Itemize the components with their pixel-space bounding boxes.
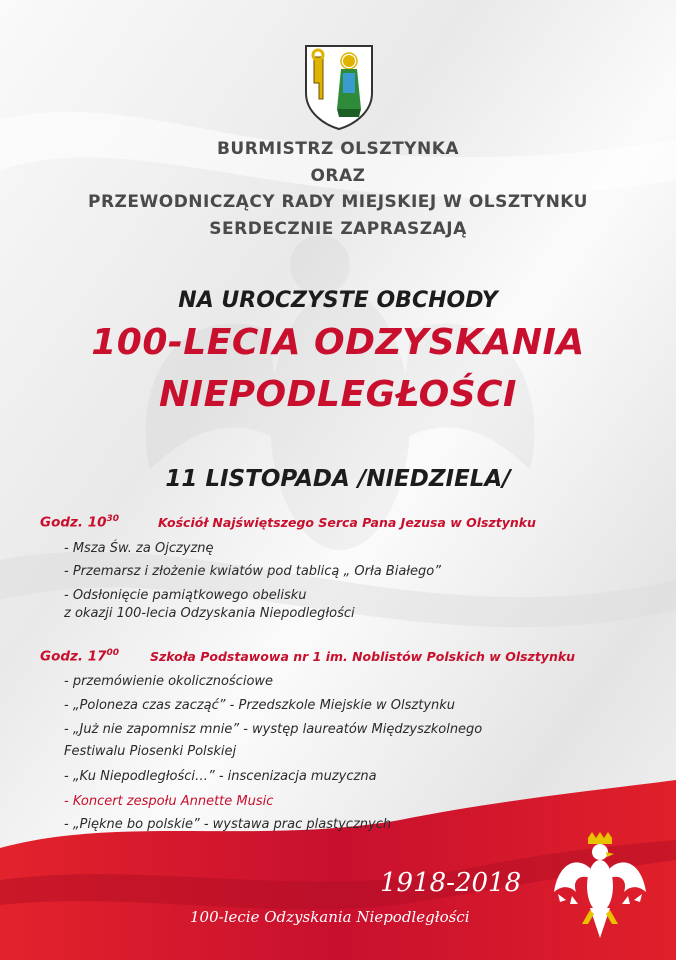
session-1-hour: Godz. 10 — [40, 514, 107, 531]
session-1-minutes: 30 — [106, 514, 120, 524]
invitation-line-invite: SERDECZNIE ZAPRASZAJĄ — [209, 219, 467, 239]
headline-main-line2: NIEPODLEGŁOŚCI — [159, 374, 517, 415]
session-2-item: Festiwalu Piosenki Polskiej — [64, 744, 237, 759]
session-2-minutes: 00 — [106, 648, 120, 658]
session-1-item: - Msza Św. za Ojczyznę — [64, 541, 214, 556]
session-1-item: z okazji 100-lecia Odzyskania Niepodległości — [64, 606, 355, 621]
session-1-venue: Kościół Najświętszego Serca Pana Jezusa w Olsztynku — [158, 515, 536, 530]
session-2-venue: Szkoła Podstawowa nr 1 im. Noblistów Polskich w Olsztynku — [150, 649, 576, 664]
session-1-item: - Odsłonięcie pamiątkowego obelisku — [64, 588, 307, 603]
event-date: 11 LISTOPADA /NIEDZIELA/ — [165, 466, 511, 492]
session-1-time — [40, 514, 119, 531]
session-1-item: - Przemarsz i złożenie kwiatów pod tablicą „ Orła Białego” — [64, 564, 441, 579]
headline-main-line1: 100-LECIA ODZYSKANIA — [91, 322, 585, 363]
invitation-line-and: ORAZ — [310, 166, 366, 186]
headline-occasion: NA UROCZYSTE OBCHODY — [178, 288, 498, 313]
session-2-item: - „Ku Niepodległości…” - inscenizacja muzyczna — [64, 769, 377, 784]
session-2-time — [40, 648, 119, 665]
session-2-item-concert: - Koncert zespołu Annette Music — [64, 794, 274, 809]
invitation-line-council-chair: PRZEWODNICZĄCY RADY MIEJSKIEJ W OLSZTYNKU — [88, 192, 588, 212]
session-2-item: - „Poloneza czas zacząć” - Przedszkole Miejskie w Olsztynku — [64, 698, 456, 713]
years-label: 1918-2018 — [380, 868, 522, 898]
white-eagle-icon — [550, 830, 650, 950]
coat-of-arms-icon — [303, 43, 375, 131]
session-2-item: - przemówienie okolicznościowe — [64, 674, 274, 689]
session-2-item: - „Piękne bo polskie” - wystawa prac plastycznych — [64, 817, 392, 832]
anniversary-subtitle: 100-lecie Odzyskania Niepodległości — [190, 908, 470, 926]
invitation-line-mayor: BURMISTRZ OLSZTYNKA — [216, 139, 460, 159]
session-2-item: - „Już nie zapomnisz mnie” - występ laureatów Międzyszkolnego — [64, 722, 483, 737]
session-2-hour: Godz. 17 — [40, 648, 107, 665]
